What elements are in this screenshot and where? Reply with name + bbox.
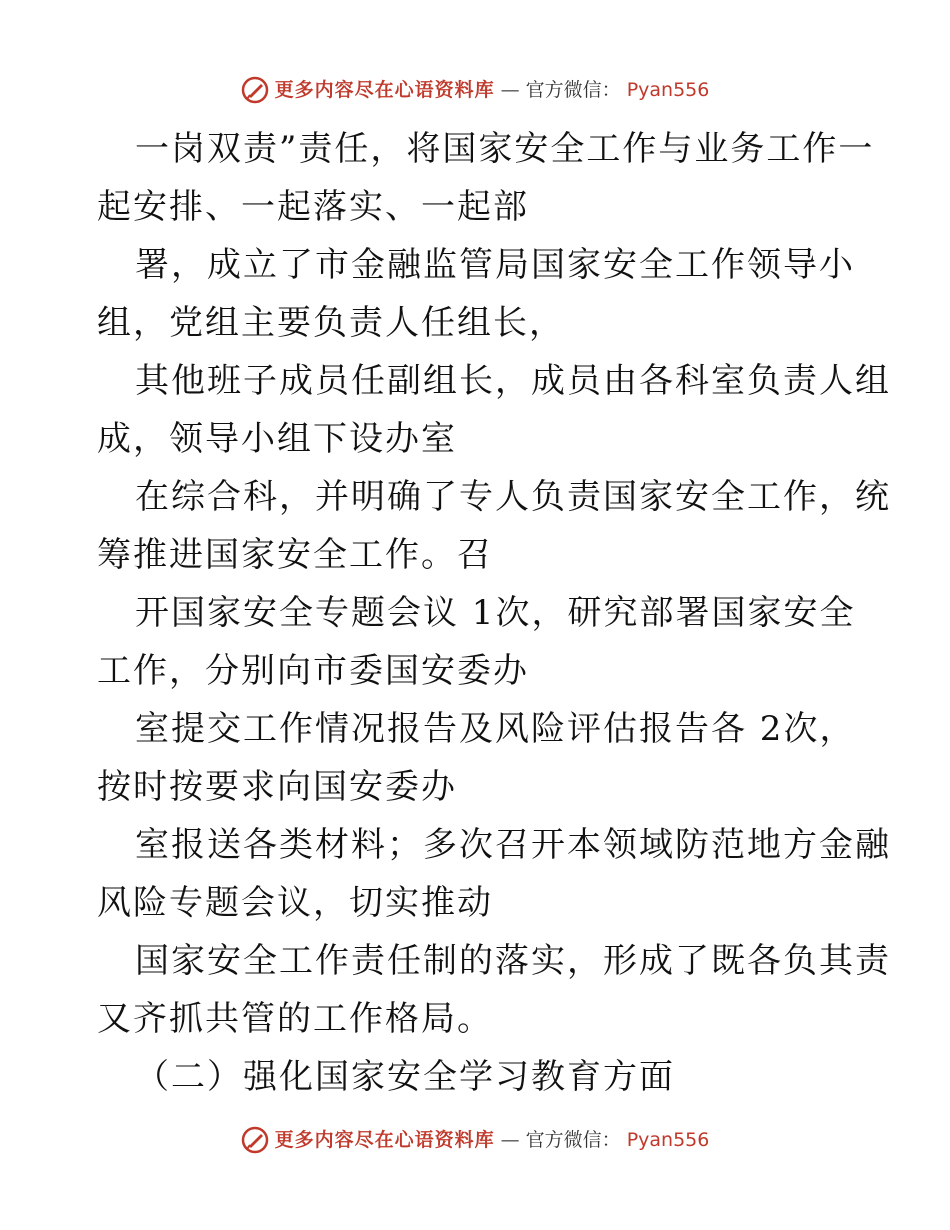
paragraph-line: 室报送各类材料；多次召开本领域防范地方金融	[135, 825, 891, 865]
footer-watermark	[0, 1126, 950, 1154]
paragraph-line: 其他班子成员任副组长，成员由各科室负责人组	[135, 361, 891, 401]
section-heading: （二）强化国家安全学习教育方面	[135, 1057, 675, 1097]
paragraph-line: 一岗双责”责任，将国家安全工作与业务工作一	[135, 129, 875, 169]
paragraph-line: 按时按要求向国安委办	[97, 767, 457, 807]
paragraph-line: 在综合科，并明确了专人负责国家安全工作，统	[135, 477, 891, 517]
paragraph-line: 起安排、一起落实、一起部	[97, 187, 529, 227]
paragraph-line: 筹推进国家安全工作。召	[97, 535, 493, 575]
paragraph-line: 组，党组主要负责人任组长，	[97, 303, 565, 343]
paragraph-line: 工作，分别向市委国安委办	[97, 651, 529, 691]
watermark-id: Pyan556	[626, 1129, 710, 1151]
quill-logo-icon	[241, 1126, 269, 1154]
paragraph-line: 国家安全工作责任制的落实，形成了既各负其责	[135, 941, 891, 981]
paragraph-line: 又齐抓共管的工作格局。	[97, 999, 493, 1039]
watermark-label: 官方微信：	[525, 1129, 621, 1151]
watermark-id: Pyan556	[626, 79, 710, 101]
paragraph-line: 署，成立了市金融监管局国家安全工作领导小	[135, 245, 855, 285]
watermark-separator: —	[500, 79, 520, 101]
watermark-main-text: 更多内容尽在心语资料库	[274, 1129, 495, 1151]
watermark-separator: —	[500, 1129, 520, 1151]
watermark-label: 官方微信：	[525, 79, 621, 101]
document-body	[97, 120, 891, 1106]
paragraph-line: 室提交工作情况报告及风险评估报告各 2次，	[135, 709, 856, 749]
quill-logo-icon	[241, 76, 269, 104]
watermark-main-text: 更多内容尽在心语资料库	[274, 79, 495, 101]
paragraph-line: 开国家安全专题会议 1次，研究部署国家安全	[135, 593, 856, 633]
header-watermark	[0, 76, 950, 104]
paragraph-line: 成，领导小组下设办室	[97, 419, 457, 459]
paragraph-line: 风险专题会议，切实推动	[97, 883, 493, 923]
